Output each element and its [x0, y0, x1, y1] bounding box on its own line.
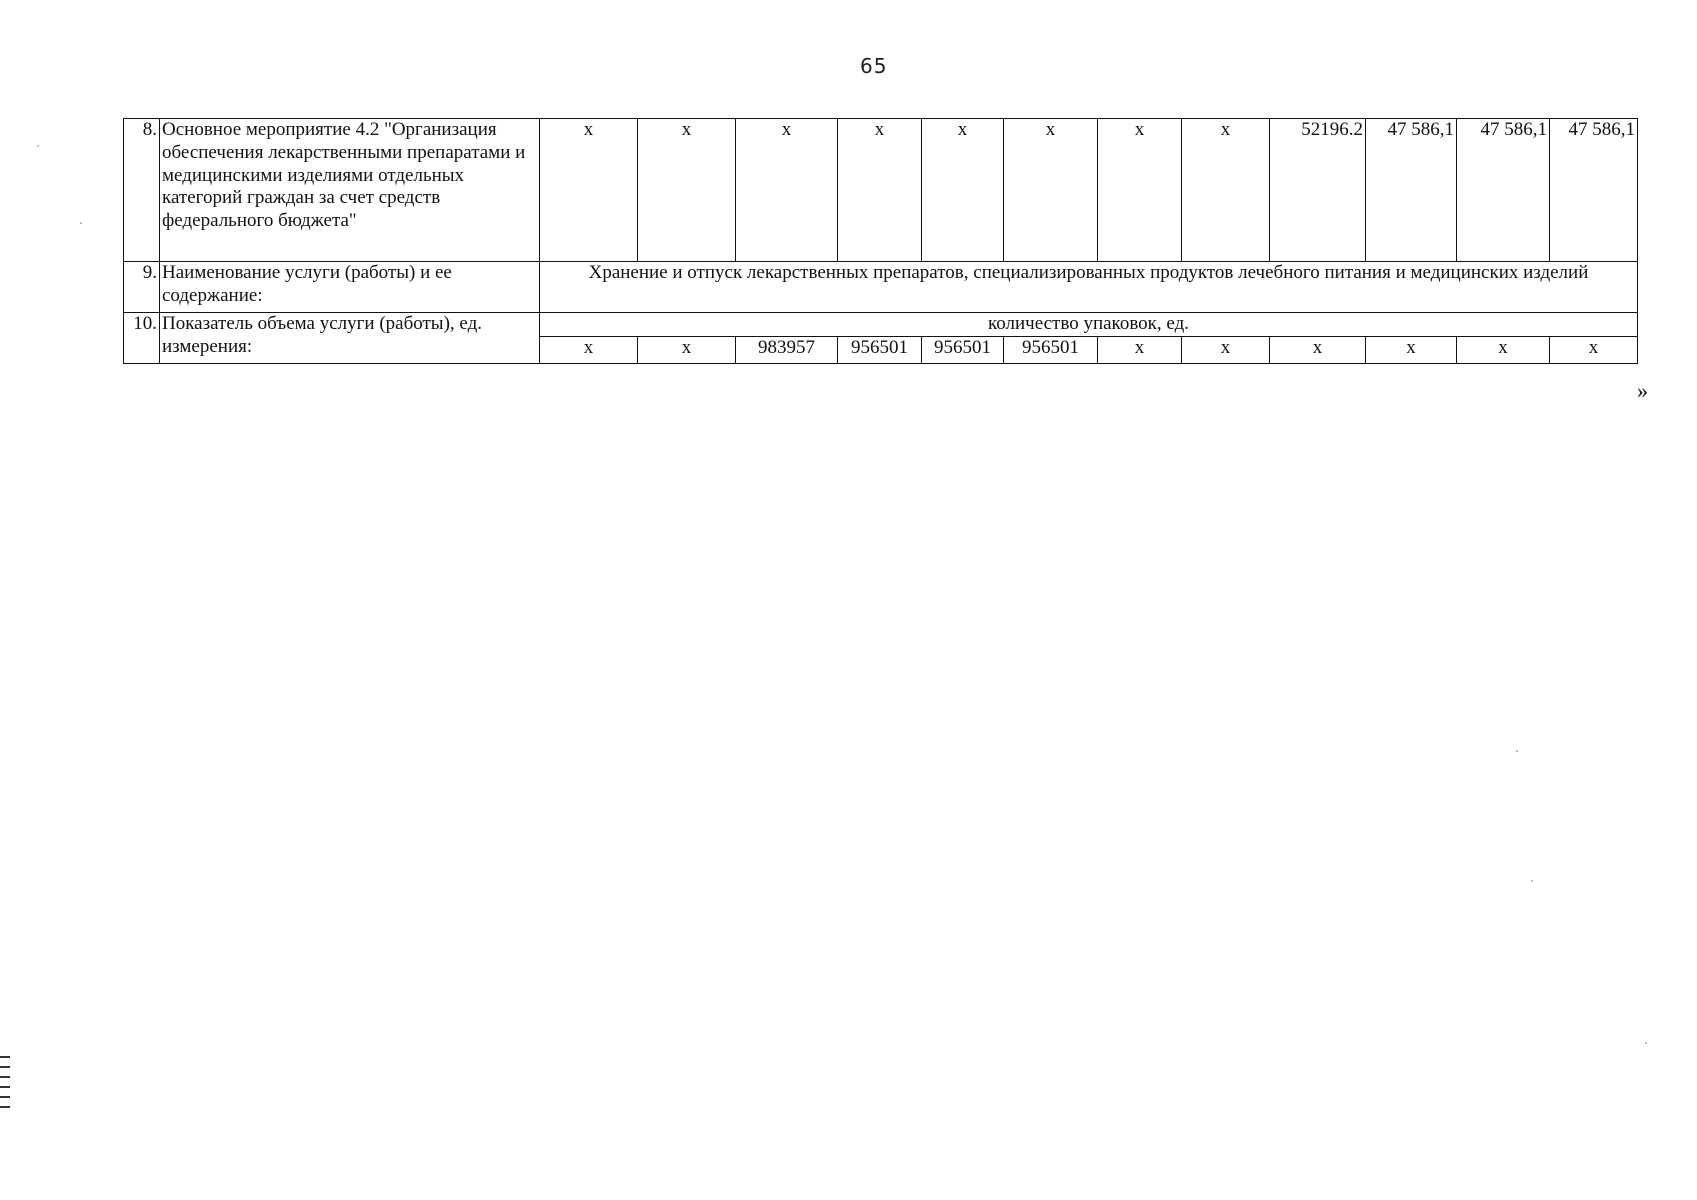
table-cell: 47 586,1: [1457, 119, 1550, 262]
table-cell: x: [1004, 119, 1098, 262]
service-name-cell: Хранение и отпуск лекарственных препаратов, специализированных продуктов лечебного питания и медицинских изделий: [540, 262, 1638, 313]
scan-speck: [1516, 750, 1518, 752]
table-cell: x: [1270, 336, 1366, 363]
table-cell: x: [736, 119, 838, 262]
table-cell: x: [540, 119, 638, 262]
table-row: [124, 262, 1638, 313]
scan-speck: [37, 145, 39, 147]
closing-quote: »: [1637, 378, 1648, 403]
row-number: 8.: [124, 119, 160, 262]
table-cell: x: [1457, 336, 1550, 363]
table-cell: x: [1182, 336, 1270, 363]
page-number: 65: [860, 54, 888, 78]
scan-speck: [1645, 1042, 1647, 1044]
unit-cell: количество упаковок, ед.: [540, 313, 1638, 337]
row-number: 10.: [124, 313, 160, 364]
table-cell: x: [638, 336, 736, 363]
scan-speck: [80, 222, 82, 224]
table-cell: x: [1182, 119, 1270, 262]
table-cell: 983957: [736, 336, 838, 363]
table-cell: 47 586,1: [1366, 119, 1457, 262]
table-cell: x: [922, 119, 1004, 262]
binding-marks: [0, 1056, 10, 1116]
scan-speck: [1531, 880, 1533, 882]
table-cell: 52196.2: [1270, 119, 1366, 262]
table-cell: x: [1366, 336, 1457, 363]
row-number: 9.: [124, 262, 160, 313]
table-cell: x: [838, 119, 922, 262]
program-table: [123, 118, 1638, 364]
table-cell: x: [1098, 119, 1182, 262]
table-cell: x: [638, 119, 736, 262]
row-label: Основное мероприятие 4.2 "Организация обеспечения лекарственными препаратами и медицинскими изделиями отдельных категорий граждан за счет средств федерального бюджета": [160, 119, 540, 262]
table-cell: 956501: [1004, 336, 1098, 363]
table-cell: x: [540, 336, 638, 363]
row-label: Показатель объема услуги (работы), ед. измерения:: [160, 313, 540, 364]
table-row: [124, 119, 1638, 262]
table-row: [124, 313, 1638, 337]
table-cell: 956501: [838, 336, 922, 363]
table-cell: 956501: [922, 336, 1004, 363]
row-label: Наименование услуги (работы) и ее содержание:: [160, 262, 540, 313]
table-cell: x: [1098, 336, 1182, 363]
table-cell: 47 586,1: [1550, 119, 1638, 262]
table-cell: x: [1550, 336, 1638, 363]
